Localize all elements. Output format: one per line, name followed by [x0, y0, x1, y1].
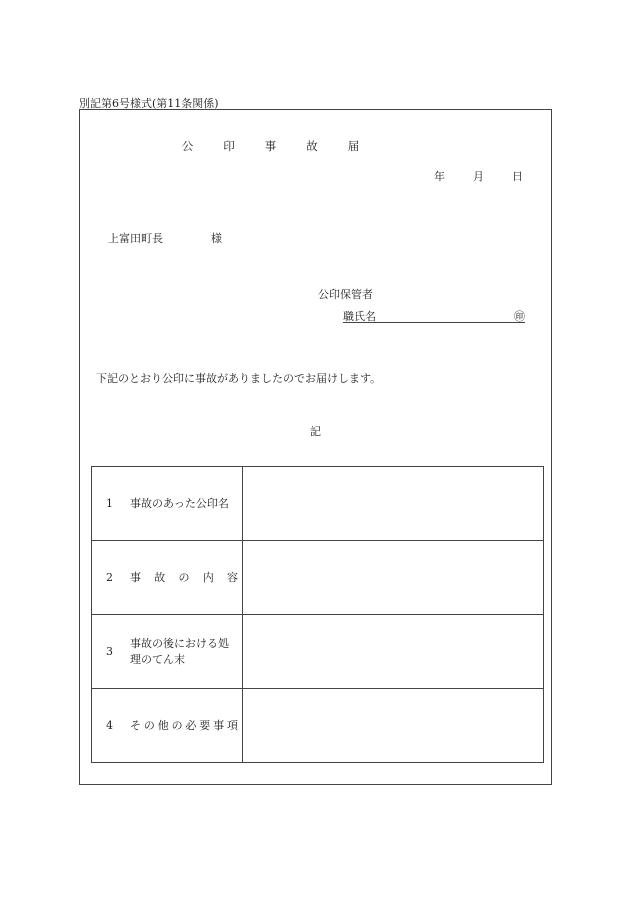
table-row [92, 541, 544, 615]
form-title: 公印事故届 [181, 139, 390, 153]
row-label-cell [92, 541, 243, 615]
items-table [91, 466, 544, 763]
date-month-label: 月 [473, 170, 484, 183]
row-label-cell [92, 615, 243, 689]
row-value-cell[interactable] [243, 541, 544, 615]
row-label: 事故の内容 [130, 570, 238, 584]
table-row [92, 689, 544, 763]
addressee-name: 上富田町長 [108, 232, 163, 245]
keeper-label: 公印保管者 [318, 288, 373, 301]
seal-mark: ㊞ [514, 310, 525, 323]
form-frame [79, 109, 552, 785]
row-value-cell[interactable] [243, 467, 544, 541]
signature-line [343, 308, 525, 323]
row-label: 事故の後における処理のてん末 [130, 636, 229, 666]
row-label: 事故のあった公印名 [130, 496, 229, 510]
date-day-label: 日 [512, 170, 523, 183]
table-row [92, 467, 544, 541]
ki-heading: 記 [310, 425, 321, 438]
row-value-cell[interactable] [243, 689, 544, 763]
name-label: 職氏名 [343, 310, 376, 323]
form-label: 別記第6号様式(第11条関係) [79, 97, 219, 110]
row-value-cell[interactable] [243, 615, 544, 689]
row-label-cell [92, 689, 243, 763]
body-text: 下記のとおり公印に事故がありましたのでお届けします。 [96, 372, 382, 385]
addressee-honorific: 様 [211, 232, 222, 245]
date-fields [434, 168, 523, 184]
row-number: 1 [106, 497, 113, 510]
row-label: その他の必要事項 [130, 718, 238, 732]
row-number: 4 [106, 719, 113, 732]
row-number: 3 [106, 645, 113, 658]
date-year-label: 年 [434, 170, 445, 183]
table-row [92, 615, 544, 689]
row-number: 2 [106, 571, 113, 584]
addressee [108, 230, 222, 246]
row-label-cell [92, 467, 243, 541]
